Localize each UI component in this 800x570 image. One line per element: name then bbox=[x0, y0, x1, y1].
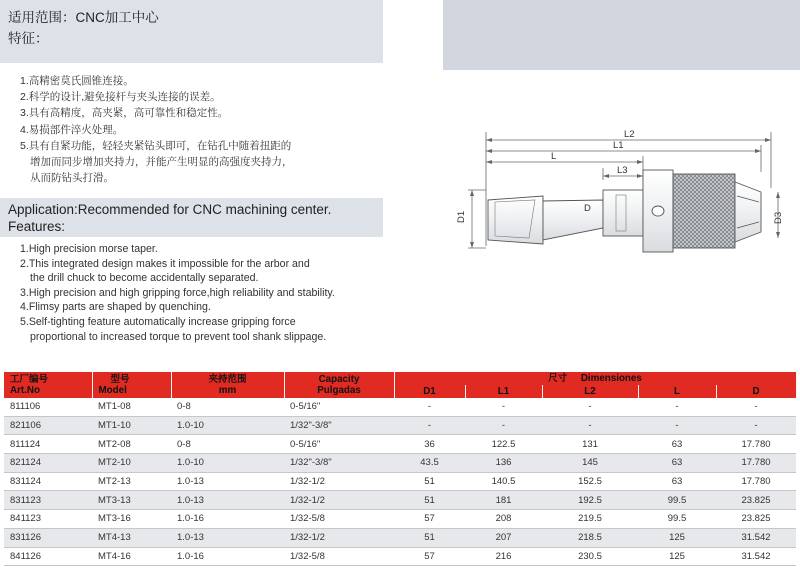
table-cell: MT4-16 bbox=[92, 547, 171, 566]
dim-label-l1: L1 bbox=[613, 140, 624, 151]
table-cell: 1/32-1/2 bbox=[284, 528, 394, 547]
en-feature-item: 5.Self-tighting feature automatically increase gripping force bbox=[20, 315, 296, 328]
table-cell: - bbox=[638, 398, 716, 416]
table-cell: 208 bbox=[465, 510, 542, 529]
table-cell: 57 bbox=[394, 510, 465, 529]
col-l1: L1 bbox=[465, 385, 542, 398]
spec-table bbox=[4, 372, 797, 566]
table-cell: MT2-13 bbox=[92, 472, 171, 491]
table-cell: 831124 bbox=[4, 472, 92, 491]
table-cell: 51 bbox=[394, 528, 465, 547]
en-feature-item: 2.This integrated design makes it impossible for the arbor and bbox=[20, 257, 310, 270]
table-cell: 17.780 bbox=[716, 454, 796, 473]
table-cell: 145 bbox=[542, 454, 638, 473]
chuck-key-hole bbox=[652, 206, 664, 216]
table-cell: 23.825 bbox=[716, 510, 796, 529]
col-art-no: 工厂编号 Art.No bbox=[4, 372, 92, 398]
table-cell: 31.542 bbox=[716, 528, 796, 547]
table-cell: 841123 bbox=[4, 510, 92, 529]
table-cell: 122.5 bbox=[465, 435, 542, 454]
col-l: L bbox=[638, 385, 716, 398]
table-cell: 1.0-13 bbox=[171, 528, 284, 547]
table-cell: 125 bbox=[638, 528, 716, 547]
table-cell: MT2-10 bbox=[92, 454, 171, 473]
table-cell: 131 bbox=[542, 435, 638, 454]
chuck-sleeve bbox=[673, 174, 735, 248]
table-cell: 31.542 bbox=[716, 547, 796, 566]
col-range: 夹持范围 mm bbox=[171, 372, 284, 398]
table-cell: 1/32-5/8 bbox=[284, 510, 394, 529]
table-cell: - bbox=[465, 416, 542, 435]
zh-application-title: 适用范围：CNC加工中心 bbox=[8, 10, 159, 25]
table-cell: 1/32"-3/8" bbox=[284, 454, 394, 473]
col-d1: D1 bbox=[394, 385, 465, 398]
en-features-title: Features: bbox=[8, 219, 66, 234]
chuck-nose bbox=[735, 182, 761, 242]
table-cell: 1/32-5/8 bbox=[284, 547, 394, 566]
zh-header-band bbox=[0, 0, 383, 63]
zh-features-title: 特征： bbox=[8, 31, 49, 46]
table-cell: 1.0-16 bbox=[171, 510, 284, 529]
table-row bbox=[4, 491, 796, 510]
table-cell: - bbox=[394, 398, 465, 416]
en-header-band bbox=[0, 198, 383, 237]
table-cell: 0-5/16" bbox=[284, 398, 394, 416]
table-cell: 831126 bbox=[4, 528, 92, 547]
table-cell: 216 bbox=[465, 547, 542, 566]
en-feature-item: 1.High precision morse taper. bbox=[20, 243, 158, 255]
table-cell: 0-8 bbox=[171, 398, 284, 416]
table-cell: 17.780 bbox=[716, 472, 796, 491]
zh-feature-list bbox=[20, 73, 293, 186]
table-cell: 36 bbox=[394, 435, 465, 454]
zh-feature-item: 从而防钻头打滑。 bbox=[30, 172, 114, 185]
table-cell: 181 bbox=[465, 491, 542, 510]
table-cell: 1/32-1/2 bbox=[284, 491, 394, 510]
table-cell: MT4-13 bbox=[92, 528, 171, 547]
table-cell: 51 bbox=[394, 472, 465, 491]
dim-label-l2: L2 bbox=[624, 129, 635, 140]
table-cell: MT2-08 bbox=[92, 435, 171, 454]
table-cell: 136 bbox=[465, 454, 542, 473]
col-l2: L2 bbox=[542, 385, 638, 398]
table-cell: 1/32-1/2 bbox=[284, 472, 394, 491]
table-row bbox=[4, 398, 796, 416]
en-application-title: Application:Recommended for CNC machining center. bbox=[8, 202, 332, 217]
table-header-row-1 bbox=[4, 372, 796, 385]
table-row bbox=[4, 435, 796, 454]
col-capacity: Capacity Pulgadas bbox=[284, 372, 394, 398]
table-cell: 17.780 bbox=[716, 435, 796, 454]
table-row bbox=[4, 472, 796, 491]
table-cell: 1/32"-3/8" bbox=[284, 416, 394, 435]
zh-feature-item: 3.具有高精度，高夹紧，高可靠性和稳定性。 bbox=[20, 107, 229, 120]
zh-feature-item: 2.科学的设计,避免接杆与夹头连接的误差。 bbox=[20, 91, 221, 104]
table-row bbox=[4, 547, 796, 566]
table-cell: - bbox=[465, 398, 542, 416]
zh-feature-item: 4.易损部件淬火处理。 bbox=[20, 123, 124, 136]
table-cell: 1.0-13 bbox=[171, 491, 284, 510]
table-cell: 152.5 bbox=[542, 472, 638, 491]
table-cell: 230.5 bbox=[542, 547, 638, 566]
dim-label-d1: D1 bbox=[456, 210, 467, 223]
col-model: 型号 Model bbox=[92, 372, 171, 398]
table-cell: - bbox=[716, 416, 796, 435]
table-cell: 0-8 bbox=[171, 435, 284, 454]
dim-label-l: L bbox=[551, 151, 557, 162]
table-row bbox=[4, 416, 796, 435]
en-feature-list bbox=[20, 242, 335, 344]
table-cell: 1.0-13 bbox=[171, 472, 284, 491]
table-cell: 51 bbox=[394, 491, 465, 510]
table-cell: MT3-13 bbox=[92, 491, 171, 510]
table-cell: 63 bbox=[638, 435, 716, 454]
table-cell: 63 bbox=[638, 454, 716, 473]
table-cell: 831123 bbox=[4, 491, 92, 510]
col-d: D bbox=[716, 385, 796, 398]
table-cell: 0-5/16" bbox=[284, 435, 394, 454]
en-feature-item: 4.Flimsy parts are shaped by quenching. bbox=[20, 301, 211, 314]
table-cell: 821124 bbox=[4, 454, 92, 473]
table-cell: 140.5 bbox=[465, 472, 542, 491]
table-cell: 1.0-16 bbox=[171, 547, 284, 566]
table-cell: MT3-16 bbox=[92, 510, 171, 529]
zh-feature-item: 增加而同步增加夹持力，并能产生明显的高强度夹持力， bbox=[30, 156, 293, 169]
table-cell: - bbox=[542, 398, 638, 416]
table-cell: - bbox=[716, 398, 796, 416]
table-cell: 23.825 bbox=[716, 491, 796, 510]
table-cell: - bbox=[394, 416, 465, 435]
table-cell: 99.5 bbox=[638, 491, 716, 510]
table-row bbox=[4, 510, 796, 529]
zh-feature-item: 5.具有自紧功能，轻轻夹紧钻头即可，在钻孔中随着扭距的 bbox=[20, 139, 292, 152]
table-cell: 192.5 bbox=[542, 491, 638, 510]
arbor-collar bbox=[603, 190, 643, 236]
table-row bbox=[4, 528, 796, 547]
table-row bbox=[4, 454, 796, 473]
table-cell: 821106 bbox=[4, 416, 92, 435]
table-cell: 841126 bbox=[4, 547, 92, 566]
table-cell: 207 bbox=[465, 528, 542, 547]
table-cell: 811124 bbox=[4, 435, 92, 454]
table-cell: 219.5 bbox=[542, 510, 638, 529]
table-cell: 125 bbox=[638, 547, 716, 566]
dim-label-d: D bbox=[584, 203, 591, 214]
table-cell: MT1-10 bbox=[92, 416, 171, 435]
en-feature-item: 3.High precision and high gripping force,high reliability and stability. bbox=[20, 286, 335, 299]
table-cell: MT1-08 bbox=[92, 398, 171, 416]
col-dimensions: 尺寸 Dimensiones bbox=[394, 372, 796, 385]
zh-feature-item: 1.高精密莫氏圆锥连接。 bbox=[20, 75, 134, 87]
table-cell: 43.5 bbox=[394, 454, 465, 473]
table-cell: 218.5 bbox=[542, 528, 638, 547]
drill-chuck-drawing bbox=[443, 0, 800, 290]
table-cell: - bbox=[638, 416, 716, 435]
en-feature-item: the drill chuck to become accidentally separated. bbox=[30, 272, 259, 285]
table-cell: 1.0-10 bbox=[171, 454, 284, 473]
table-cell: 811106 bbox=[4, 398, 92, 416]
table-cell: 99.5 bbox=[638, 510, 716, 529]
en-feature-item: proportional to increased torque to prevent tool shank slippage. bbox=[30, 330, 327, 343]
dim-label-l3: L3 bbox=[617, 165, 628, 176]
table-cell: - bbox=[542, 416, 638, 435]
table-cell: 63 bbox=[638, 472, 716, 491]
dim-label-d3: D3 bbox=[773, 211, 784, 224]
drawing-top-band bbox=[443, 0, 800, 70]
table-cell: 57 bbox=[394, 547, 465, 566]
table-cell: 1.0-10 bbox=[171, 416, 284, 435]
arbor-neck bbox=[543, 200, 603, 240]
